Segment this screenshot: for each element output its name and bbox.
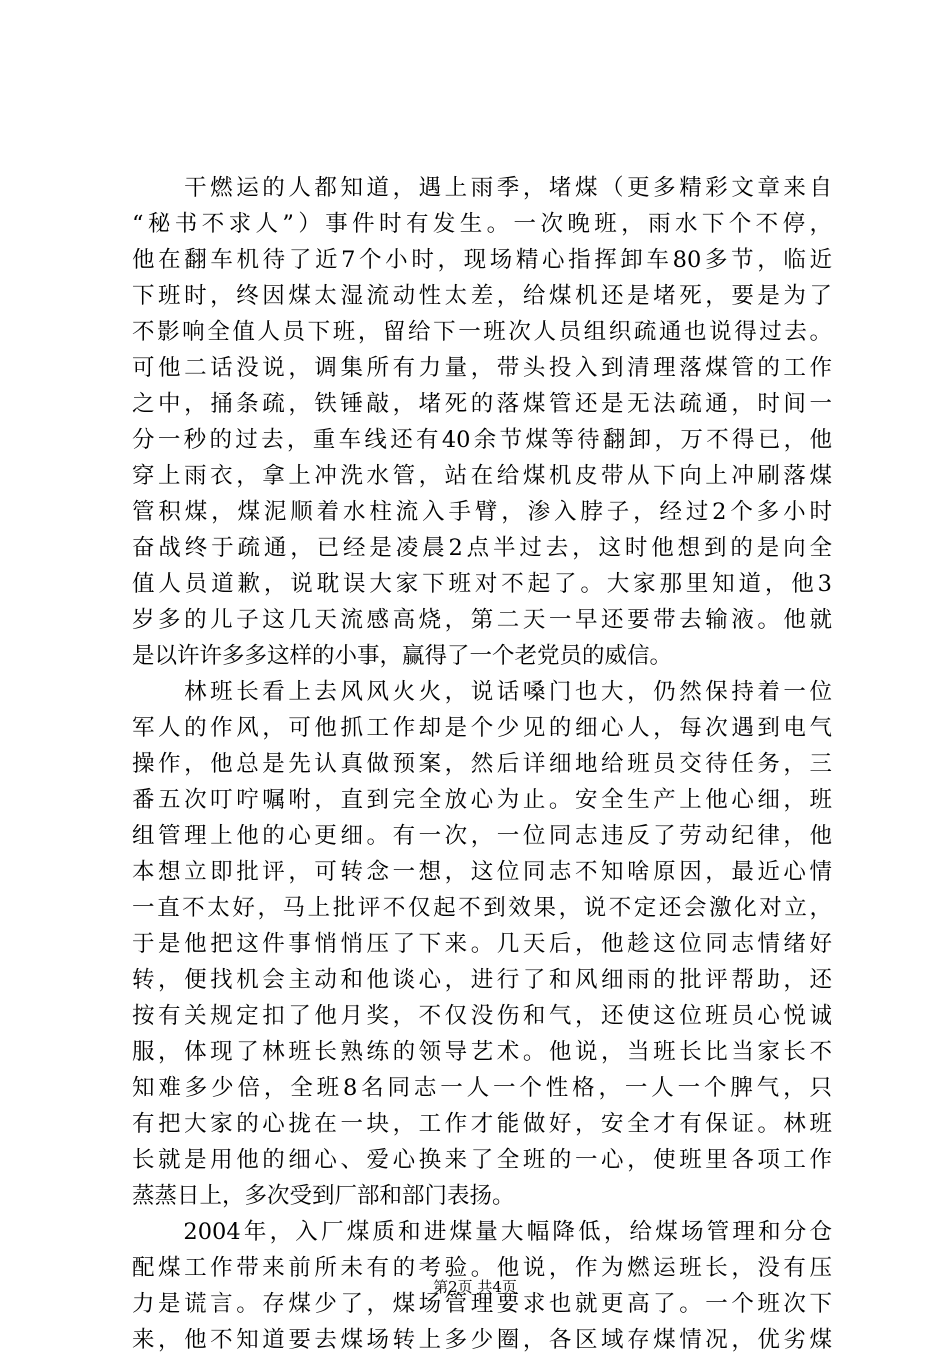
- text-line: 操作，他总是先认真做预案，然后详细地给班员交待任务，三: [132, 751, 832, 777]
- text-line: 番五次叮咛嘱咐，直到完全放心为止。安全生产上他心细，班: [132, 787, 832, 813]
- text-line: 本想立即批评，可转念一想，这位同志不知啥原因，最近心情: [132, 859, 832, 885]
- text-line: 组管理上他的心更细。有一次，一位同志违反了劳动纪律，他: [132, 823, 832, 849]
- text-line: 服，体现了林班长熟练的领导艺术。他说，当班长比当家长不: [132, 1039, 832, 1065]
- text-line: 下班时，终因煤太湿流动性太差，给煤机还是堵死，要是为了: [132, 283, 832, 309]
- text-line: 按有关规定扣了他月奖，不仅没伤和气，还使这位班员心悦诚: [132, 1003, 832, 1029]
- body-text: [132, 170, 832, 1358]
- text-line: 奋战终于疏通，已经是凌晨2点半过去，这时他想到的是向全: [132, 535, 832, 561]
- text-line: 一直不太好，马上批评不仅起不到效果，说不定还会激化对立，: [132, 895, 832, 921]
- text-line: 力是谎言。存煤少了，煤场管理要求也就更高了。一个班次下: [132, 1291, 832, 1317]
- text-line: 于是他把这件事悄悄压了下来。几天后，他趁这位同志情绪好: [132, 931, 832, 957]
- text-line: 转，便找机会主动和他谈心，进行了和风细雨的批评帮助，还: [132, 967, 832, 993]
- text-line: 岁多的儿子这几天流感高烧，第二天一早还要带去输液。他就: [132, 607, 832, 633]
- text-line: 之中，捅条疏，铁锤敲，堵死的落煤管还是无法疏通，时间一: [132, 391, 832, 417]
- text-line: 干燃运的人都知道，遇上雨季，堵煤（更多精彩文章来自: [132, 175, 832, 201]
- text-line: 配煤工作带来前所未有的考验。他说，作为燃运班长，没有压: [132, 1255, 832, 1281]
- text-line: 值人员道歉，说耽误大家下班对不起了。大家那里知道，他3: [132, 571, 832, 597]
- text-line: 他在翻车机待了近7个小时，现场精心指挥卸车80多节，临近: [132, 247, 832, 273]
- text-line: 2004年，入厂煤质和进煤量大幅降低，给煤场管理和分仓: [132, 1219, 832, 1245]
- text-line: “秘书不求人”）事件时有发生。一次晚班，雨水下个不停，: [132, 211, 832, 237]
- text-line: 是以许许多多这样的小事，赢得了一个老党员的威信。: [132, 643, 673, 669]
- text-line: 管积煤，煤泥顺着水柱流入手臂，渗入脖子，经过2个多小时: [132, 499, 832, 525]
- text-line: 长就是用他的细心、爱心换来了全班的一心，使班里各项工作: [132, 1147, 832, 1173]
- text-line: 不影响全值人员下班，留给下一班次人员组织疏通也说得过去。: [132, 319, 832, 345]
- text-line: 蒸蒸日上，多次受到厂部和部门表扬。: [132, 1183, 515, 1209]
- text-line: 穿上雨衣，拿上冲洗水管，站在给煤机皮带从下向上冲刷落煤: [132, 463, 832, 489]
- text-line: 来，他不知道要去煤场转上多少圈，各区域存煤情况，优劣煤: [132, 1327, 832, 1353]
- text-line: 可他二话没说，调集所有力量，带头投入到清理落煤管的工作: [132, 355, 832, 381]
- text-line: 分一秒的过去，重车线还有40余节煤等待翻卸，万不得已，他: [132, 427, 832, 453]
- text-line: 林班长看上去风风火火，说话嗓门也大，仍然保持着一位: [132, 679, 832, 705]
- text-line: 知难多少倍，全班8名同志一人一个性格，一人一个脾气，只: [132, 1075, 832, 1101]
- text-line: 军人的作风，可他抓工作却是个少见的细心人，每次遇到电气: [132, 715, 832, 741]
- text-line: 有把大家的心拢在一块，工作才能做好，安全才有保证。林班: [132, 1111, 832, 1137]
- page-number-footer: 第2页 共4页: [433, 1278, 517, 1296]
